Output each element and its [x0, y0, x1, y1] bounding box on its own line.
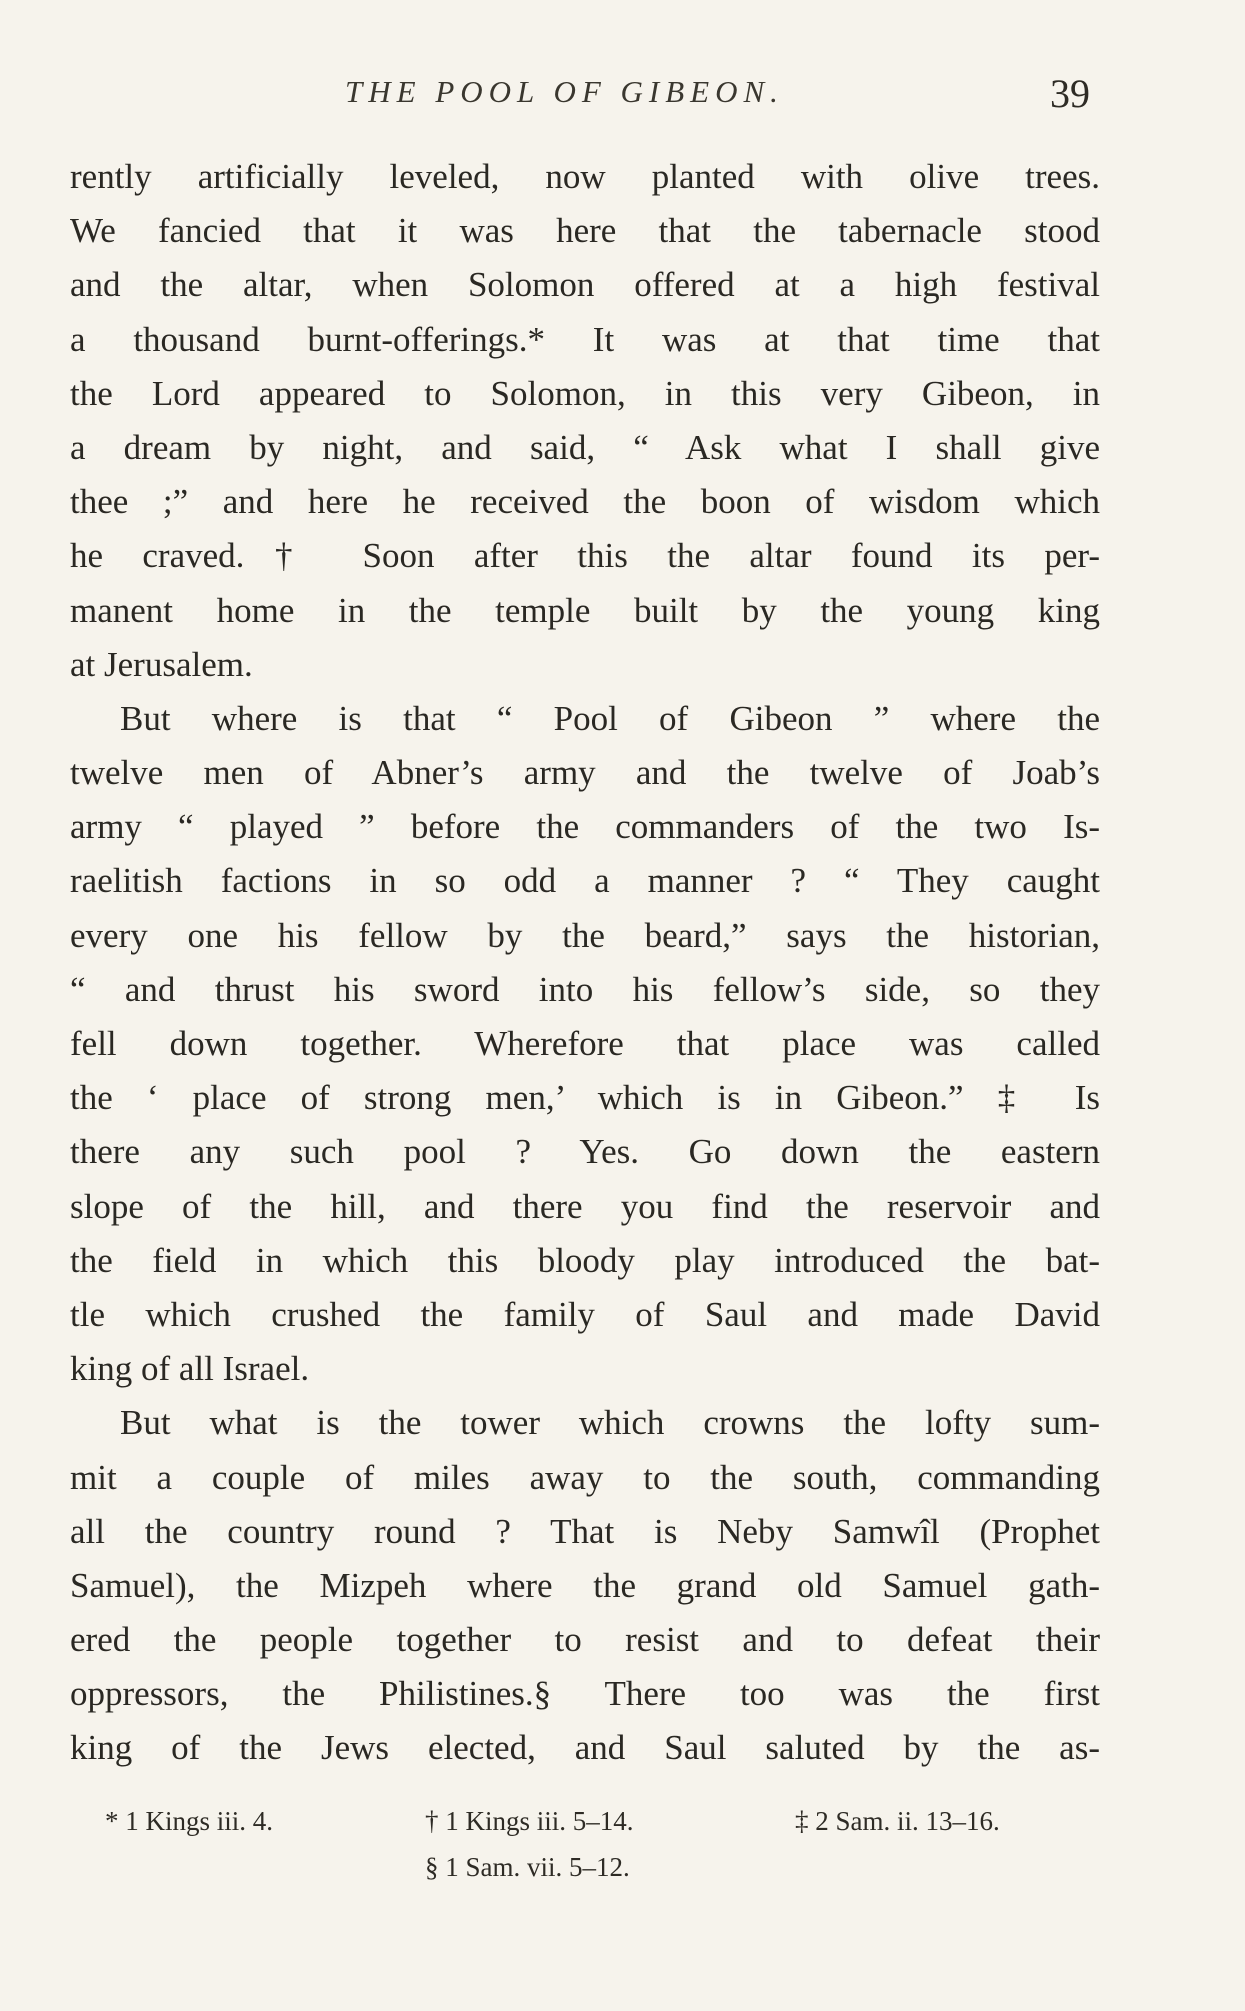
running-title: THE POOL OF GIBEON.	[345, 74, 784, 109]
text-line: Samuel), the Mizpeh where the grand old Samuel gath-	[70, 1565, 1100, 1605]
text-line: tle which crushed the family of Saul and made David	[70, 1294, 1100, 1334]
body-text	[70, 150, 1100, 1776]
text-line: oppressors, the Philistines.§ There too was the first	[70, 1674, 1100, 1714]
text-line: all the country round ? That is Neby Samwîl (Prophet	[70, 1511, 1100, 1551]
text-line: We fancied that it was here that the tabernacle stood	[70, 211, 1100, 251]
paragraph-start-line: But where is that “ Pool of Gibeon ” where the	[120, 698, 1100, 738]
paragraph-end-line: at Jerusalem.	[70, 644, 253, 684]
text-line: ered the people together to resist and to defeat their	[70, 1620, 1100, 1660]
footnote: † 1 Kings iii. 5–14.	[425, 1806, 634, 1836]
footnote: § 1 Sam. vii. 5–12.	[425, 1852, 630, 1882]
page-number: 39	[1050, 71, 1090, 116]
text-line: thee ;” and here he received the boon of wisdom which	[70, 482, 1100, 522]
footnote-row	[105, 1844, 1085, 1890]
text-line: a thousand burnt-offerings.* It was at that time that	[70, 319, 1100, 359]
text-line: every one his fellow by the beard,” says the historian,	[70, 915, 1100, 955]
running-head	[0, 70, 1245, 130]
text-line: twelve men of Abner’s army and the twelve of Joab’s	[70, 753, 1100, 793]
text-line: the Lord appeared to Solomon, in this very Gibeon, in	[70, 373, 1100, 413]
text-line: slope of the hill, and there you find the reservoir and	[70, 1186, 1100, 1226]
text-line: rently artificially leveled, now planted with olive trees.	[70, 157, 1100, 196]
text-line: “ and thrust his sword into his fellow’s side, so they	[70, 969, 1100, 1009]
paragraph-start-line: But what is the tower which crowns the lofty sum-	[120, 1403, 1100, 1443]
footnote-row	[105, 1798, 1085, 1844]
text-line: he craved.† Soon after this the altar found its per-	[70, 536, 1100, 576]
footnote: * 1 Kings iii. 4.	[105, 1806, 274, 1836]
text-line: the field in which this bloody play introduced the bat-	[70, 1240, 1100, 1280]
text-line: and the altar, when Solomon offered at a high festival	[70, 265, 1100, 305]
text-line: there any such pool ? Yes. Go down the eastern	[70, 1132, 1100, 1172]
footnotes	[105, 1798, 1085, 1890]
text-line: the ‘ place of strong men,’ which is in Gibeon.” ‡ Is	[70, 1078, 1100, 1118]
text-line: manent home in the temple built by the young king	[70, 590, 1100, 630]
text-line: raelitish factions in so odd a manner ? “ They caught	[70, 861, 1100, 901]
text-line: a dream by night, and said, “ Ask what I shall give	[70, 427, 1100, 467]
footnote: ‡ 2 Sam. ii. 13–16.	[795, 1806, 1000, 1836]
text-line: army “ played ” before the commanders of the two Is-	[70, 807, 1100, 847]
text-line: mit a couple of miles away to the south, commanding	[70, 1457, 1100, 1497]
text-line: fell down together. Wherefore that place was called	[70, 1024, 1100, 1063]
text-line: king of the Jews elected, and Saul saluted by the as-	[70, 1728, 1100, 1768]
paragraph-end-line: king of all Israel.	[70, 1349, 310, 1389]
